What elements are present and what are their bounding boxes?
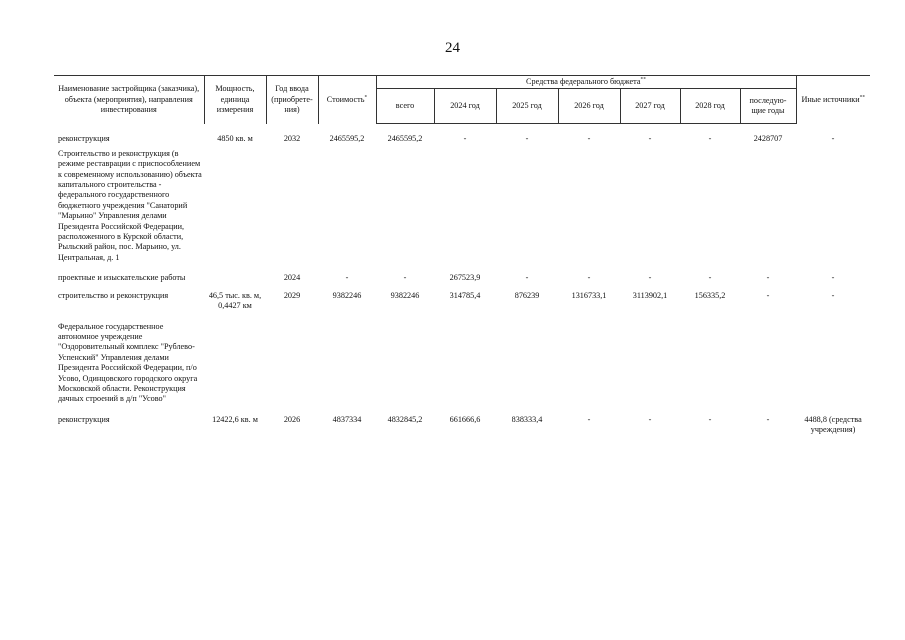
federal-budget-table [54,75,870,436]
cell-year: 2026 [283,414,301,424]
cell-2025: 876239 [514,290,540,300]
header-capacity: Мощность, единица измерения [204,76,266,124]
table-row [54,273,870,283]
cell-object-name: Федеральное государственное автономное учреждение "Оздоровительный комплекс "Рублево-Успенский" Управления делами Президента Российской Федерации, п/о Усово, Одинцовского городского округа Московской области. Реконструкция дачных строений в д/п "Усово" [58,321,198,404]
header-federal-budget: Средства федерального бюджета** [376,76,796,89]
header-name: Наименование застройщика (заказчика), объекта (мероприятия), направления инвестирования [54,76,204,124]
cell-2026: 1316733,1 [571,290,607,300]
header-cost: Стоимость* [318,76,376,124]
cell-2024: 314785,4 [449,290,481,300]
cell-cost: 4837334 [332,414,362,424]
header-year: Год ввода (приобрете-ния) [266,76,318,124]
cell-total: 4832845,2 [387,414,423,424]
cell-2026: - [587,134,591,144]
table-row-object [54,322,870,405]
cell-2027: - [648,273,652,283]
cell-name: реконструкция [58,414,110,424]
cell-2024: 661666,6 [449,414,481,424]
cell-2028: - [708,414,712,424]
cell-total: 9382246 [390,290,420,300]
cell-total: - [403,273,407,283]
cell-2026: - [587,414,591,424]
header-2024: 2024 год [434,89,496,124]
cell-total: 2465595,2 [387,134,423,144]
header-2025: 2025 год [496,89,558,124]
cell-other-sources: - [831,134,835,144]
cell-name: строительство и реконструкция [58,290,169,300]
cell-other-sources: - [831,273,835,283]
cell-2028: 156335,2 [694,290,726,300]
cell-2027: - [648,134,652,144]
cell-capacity: 12422,6 кв. м [212,414,258,424]
cell-year: 2024 [283,273,301,283]
cell-2028: - [708,273,712,283]
cell-2025: 838333,4 [511,414,543,424]
cell-name: реконструкция [58,134,110,144]
table-row [54,415,870,436]
header-2026: 2026 год [558,89,620,124]
cell-2027: 3113902,1 [632,290,668,300]
cell-cost: 2465595,2 [329,134,365,144]
header-total: всего [376,89,434,124]
cell-later-years: - [766,290,770,300]
cell-capacity [204,273,266,283]
cell-capacity: 46,5 тыс. кв. м, 0,4427 км [208,290,262,311]
cell-year: 2032 [283,134,301,144]
table-row-object [54,149,870,263]
cell-cost: 9382246 [332,290,362,300]
cell-later-years: - [766,273,770,283]
cell-other-sources: 4488,8 (средства учреждения) [804,414,862,435]
cell-2024: - [463,134,467,144]
cell-later-years: 2428707 [753,134,783,144]
cell-2028: - [708,134,712,144]
header-2028: 2028 год [680,89,740,124]
cell-year: 2029 [283,290,301,300]
cell-2027: - [648,414,652,424]
cell-cost: - [345,273,349,283]
cell-other-sources: - [831,290,835,300]
header-other-sources: Иные источники** [796,76,870,124]
table-row [54,291,870,312]
cell-capacity: 4850 кв. м [217,134,253,144]
header-2027: 2027 год [620,89,680,124]
cell-name: проектные и изыскательские работы [58,273,186,283]
cell-object-name: Строительство и реконструкция (в режиме реставрации с приспособлением к современному использованию) объекта капитального строительства - федерального государственного бюджетного учреждения "Санаторий "Марьино" Управления делами Президента Российской Федерации, расположенного в Курской области, Рыльский район, пос. Марьино, ул. Центральная, д. 1 [58,148,202,262]
cell-2024: 267523,9 [449,273,481,283]
header-row-1 [54,76,870,89]
page-number: 24 [445,40,460,56]
cell-2025: - [525,134,529,144]
table-row [54,134,870,144]
cell-later-years: - [766,414,770,424]
cell-2026: - [587,273,591,283]
cell-2025: - [525,273,529,283]
header-later-years: последую-щие годы [740,89,796,124]
